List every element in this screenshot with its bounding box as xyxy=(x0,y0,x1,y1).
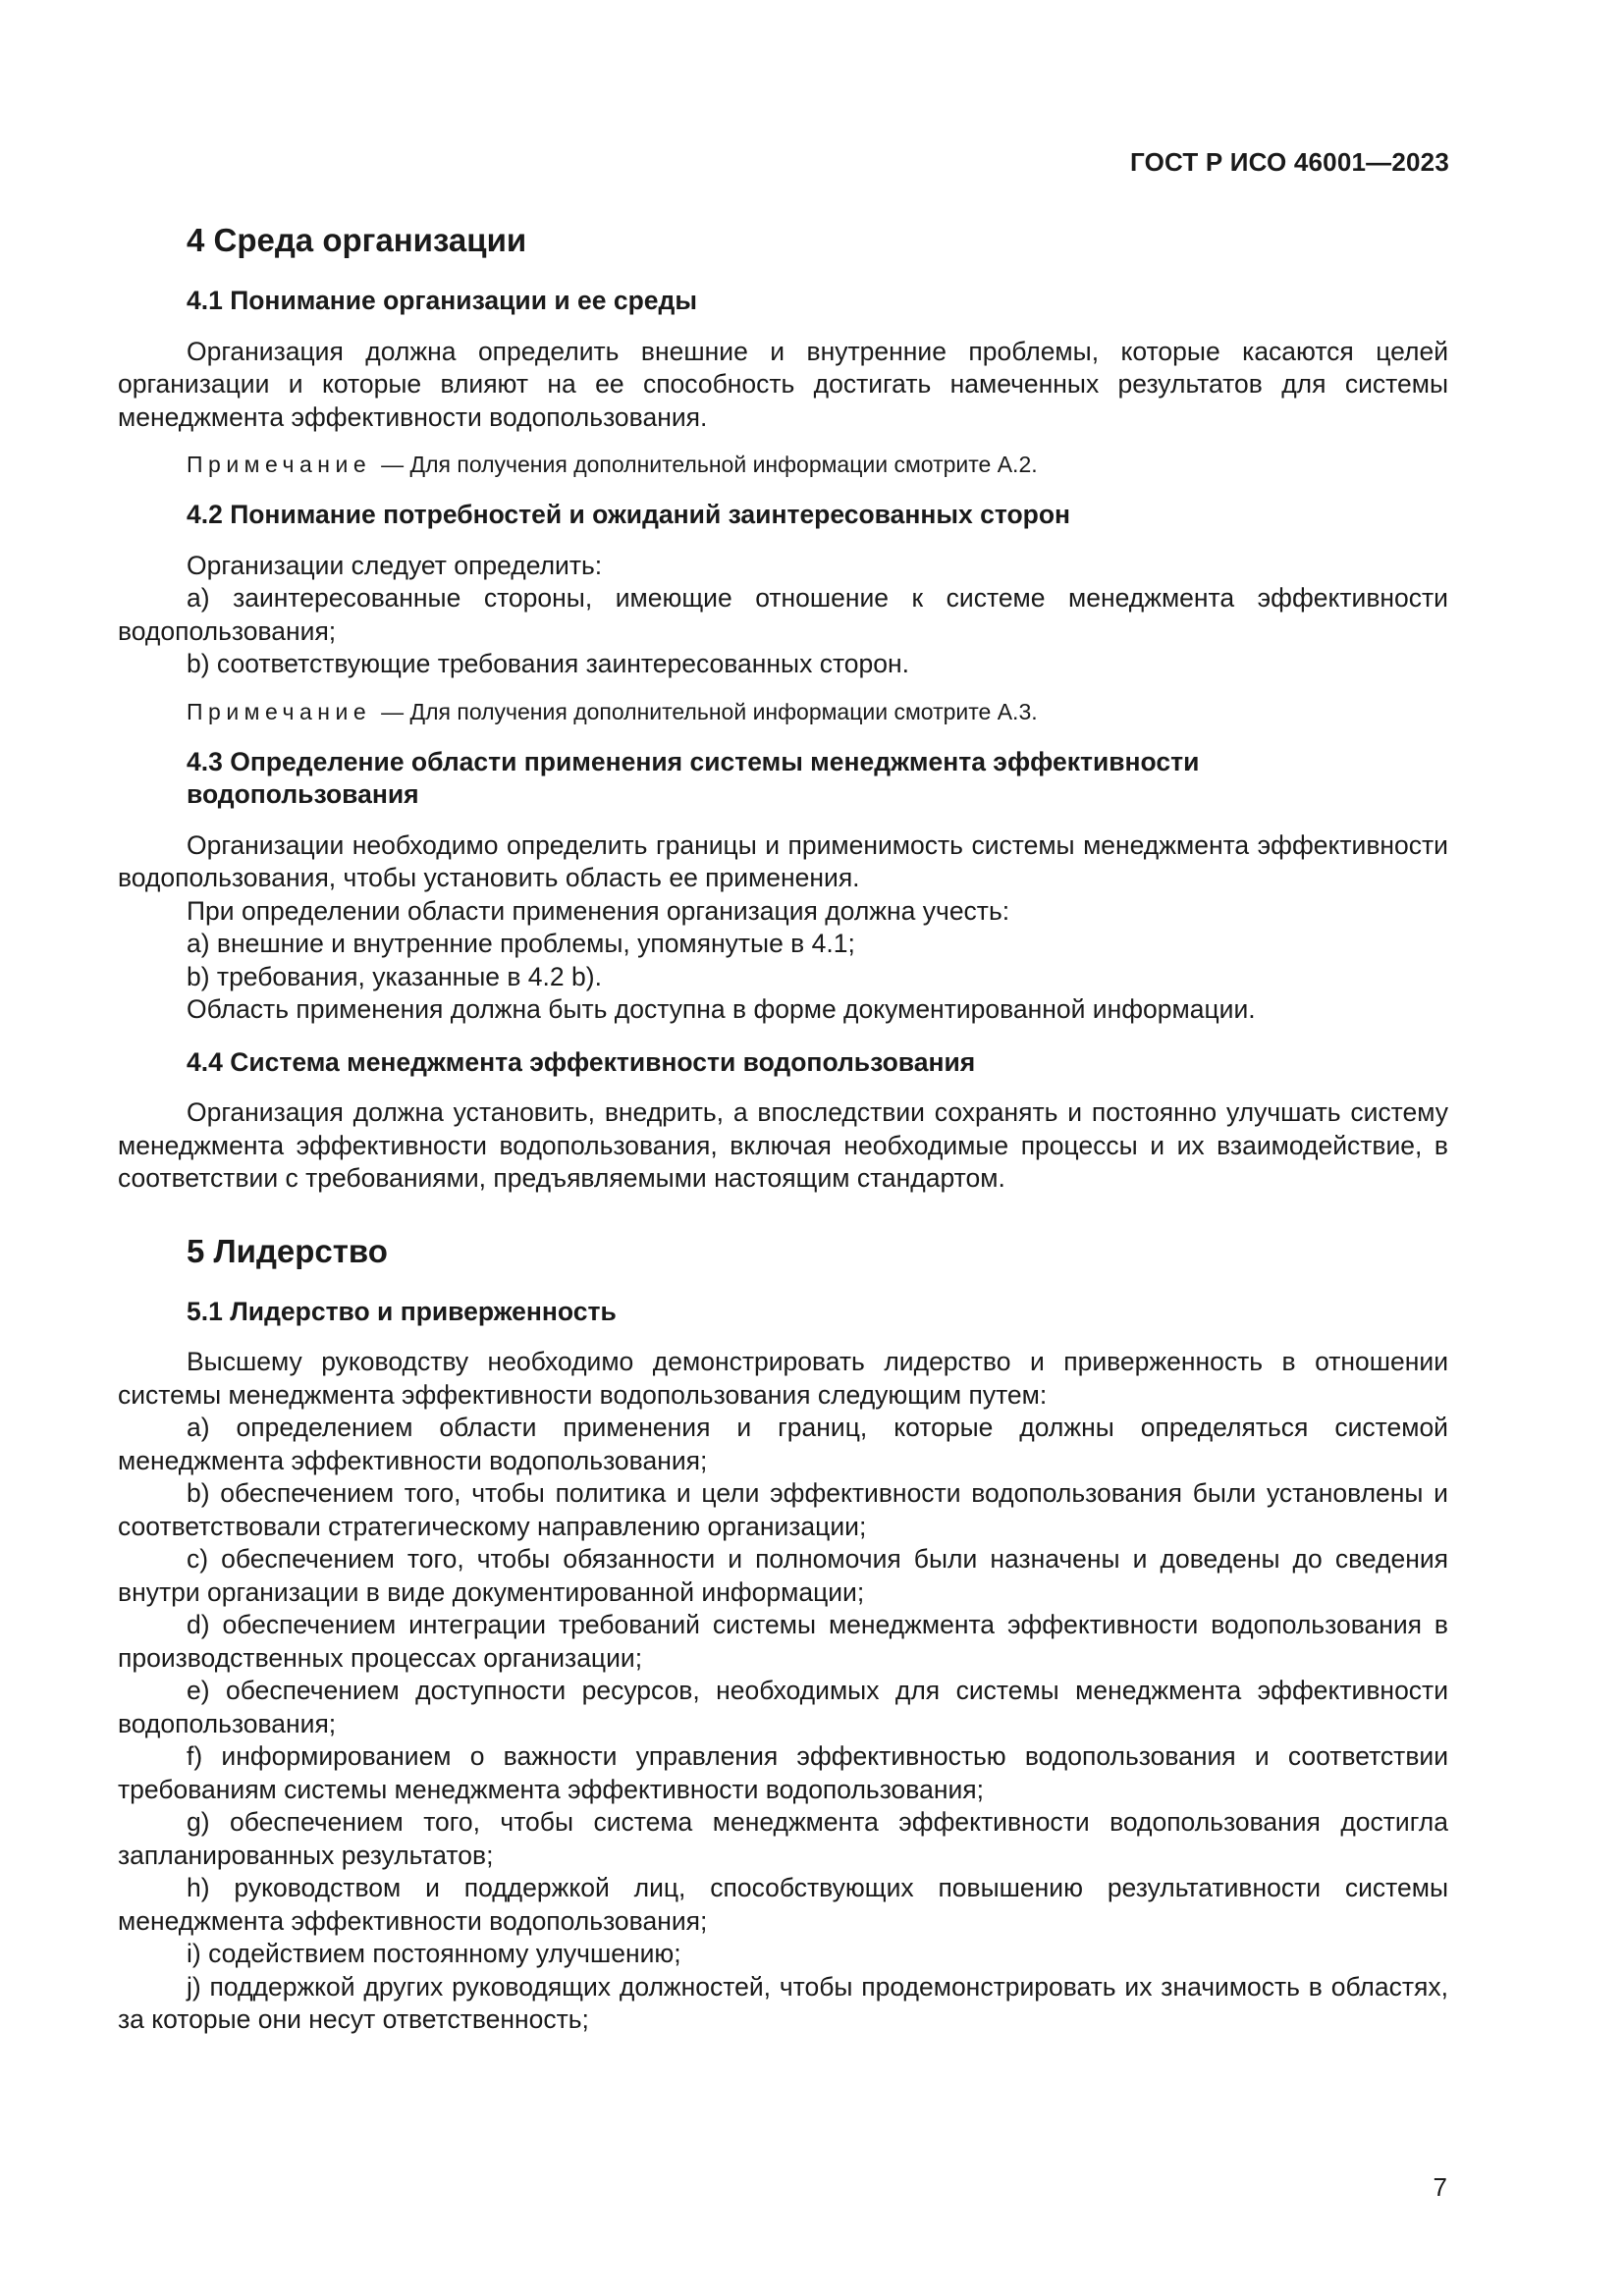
note-text: — Для получения дополнительной информации смотрите А.3. xyxy=(381,698,1038,724)
section-5-1-item-d: d) обеспечением интеграции требований системы менеджмента эффективности водопользования в производственных процессах организации; xyxy=(118,1610,1448,1673)
section-4-1-title: 4.1 Понимание организации и ее среды xyxy=(187,286,697,315)
section-4-3-title-line2: водопользования xyxy=(187,779,419,809)
section-5-1-paragraph: Высшему руководству необходимо демонстрировать лидерство и приверженность в отношении системы менеджмента эффективности водопользования следующим путем: xyxy=(118,1347,1448,1410)
section-4-4-title: 4.4 Система менеджмента эффективности водопользования xyxy=(187,1046,976,1077)
page-number: 7 xyxy=(1433,2172,1447,2202)
note-text: — Для получения дополнительной информации смотрите А.2. xyxy=(381,452,1038,477)
section-4-2-note xyxy=(187,697,1448,726)
section-4-1-paragraph: Организация должна определить внешние и внутренние проблемы, которые касаются целей организации и которые влияют на ее способность достигать намеченных результатов для системы менеджмента эффективности водопользования. xyxy=(118,336,1448,432)
section-4-3-paragraph-1: Организации необходимо определить границы и применимость системы менеджмента эффективности водопользования, чтобы установить область ее применения. xyxy=(118,829,1448,892)
section-5-1-item-c: с) обеспечением того, чтобы обязанности и полномочия были назначены и доведены до сведения внутри организации в виде документированной информации; xyxy=(118,1544,1448,1607)
section-4-3-paragraph-3: Область применения должна быть доступна в форме документированной информации. xyxy=(187,994,1256,1024)
section-5-1-item-b: b) обеспечением того, чтобы политика и цели эффективности водопользования были установлены и соответствовали стратегическому направлению организации; xyxy=(118,1478,1448,1541)
section-4-2-item-a: а) заинтересованные стороны, имеющие отношение к системе менеджмента эффективности водопользования; xyxy=(118,583,1448,646)
section-4-4-paragraph: Организация должна установить, внедрить, а впоследствии сохранять и постоянно улучшать систему менеджмента эффективности водопользования, включая необходимые процессы и их взаимодействие, в соответствии с требованиями, предъявляемыми настоящим стандартом. xyxy=(118,1097,1448,1193)
section-4-3-title-line1: 4.3 Определение области применения системы менеджмента эффективности xyxy=(187,746,1200,776)
section-5-1-item-g: g) обеспечением того, чтобы система менеджмента эффективности водопользования достигла запланированных результатов; xyxy=(118,1807,1448,1870)
section-5-1-title: 5.1 Лидерство и приверженность xyxy=(187,1296,617,1326)
note-label: Примечание xyxy=(187,698,372,724)
section-5-1-item-a: а) определением области применения и границ, которые должны определяться системой менеджмента эффективности водопользования; xyxy=(118,1413,1448,1475)
section-5-1-item-e: е) обеспечением доступности ресурсов, необходимых для системы менеджмента эффективности водопользования; xyxy=(118,1676,1448,1738)
note-label: Примечание xyxy=(187,452,372,477)
section-5-1-item-j: j) поддержкой других руководящих должностей, чтобы продемонстрировать их значимость в областях, за которые они несут ответственность; xyxy=(118,1971,1448,2034)
section-4-2-title: 4.2 Понимание потребностей и ожиданий заинтересованных сторон xyxy=(187,500,1071,529)
section-4-3-item-a: а) внешние и внутренние проблемы, упомянутые в 4.1; xyxy=(187,929,855,958)
section-4-3-paragraph-2: При определении области применения организация должна учесть: xyxy=(187,895,1010,926)
section-4-3-item-b: b) требования, указанные в 4.2 b). xyxy=(187,961,602,991)
standard-code: ГОСТ Р ИСО 46001—2023 xyxy=(1129,147,1449,177)
section-4-3-title xyxy=(187,746,1448,812)
section-4-2-paragraph: Организации следует определить: xyxy=(187,550,603,580)
section-4-1-note xyxy=(187,450,1448,479)
section-5-1-item-f: f) информированием о важности управления эффективностью водопользования и соответствии требованиям системы менеджмента эффективности водопользования; xyxy=(118,1741,1448,1804)
section-5-title: 5 Лидерство xyxy=(187,1232,388,1269)
section-5-1-item-h: h) руководством и поддержкой лиц, способствующих повышению результативности системы менеджмента эффективности водопользования; xyxy=(118,1873,1448,1936)
document-body xyxy=(118,218,1448,2037)
section-4-title: 4 Среда организации xyxy=(187,222,527,258)
section-5-1-item-i: i) содействием постоянному улучшению; xyxy=(187,1939,681,1968)
section-4-2-item-b: b) соответствующие требования заинтересованных сторон. xyxy=(187,649,910,678)
